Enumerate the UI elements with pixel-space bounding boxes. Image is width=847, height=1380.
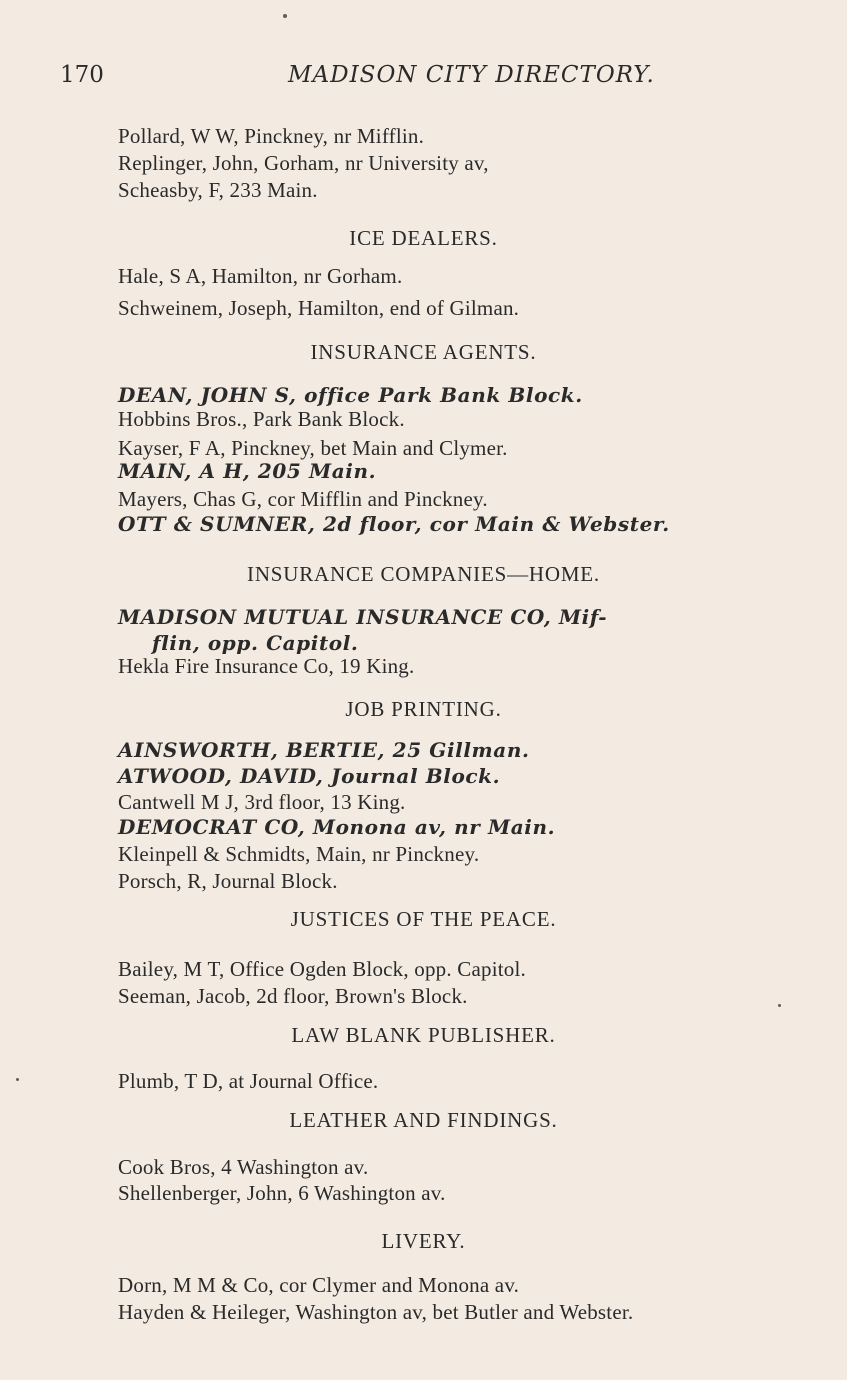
entry-hayden: Hayden & Heileger, Washington av, bet Butler and Webster. [118, 1300, 634, 1324]
entry-plumb: Plumb, T D, at Journal Office. [118, 1069, 379, 1093]
entry-kayser: Kayser, F A, Pinckney, bet Main and Clymer. [118, 436, 508, 460]
entry-ott-sumner: OTT & SUMNER, 2d floor, cor Main & Webster. [118, 512, 670, 536]
entry-democrat-co: DEMOCRAT CO, Monona av, nr Main. [118, 815, 556, 839]
entry-shellenberger: Shellenberger, John, 6 Washington av. [118, 1181, 446, 1205]
entry-mayers: Mayers, Chas G, cor Mifflin and Pinckney. [118, 487, 488, 511]
speck-mark [283, 14, 287, 18]
section-heading-insurance-companies: INSURANCE COMPANIES—HOME. [247, 562, 600, 586]
section-heading-justices: JUSTICES OF THE PEACE. [290, 907, 557, 931]
entry-ainsworth: AINSWORTH, BERTIE, 25 Gillman. [118, 738, 530, 762]
entry-bailey: Bailey, M T, Office Ogden Block, opp. Capitol. [118, 957, 526, 981]
speck-mark [778, 1004, 781, 1007]
entry-hale: Hale, S A, Hamilton, nr Gorham. [118, 264, 403, 288]
section-heading-job-printing: JOB PRINTING. [345, 697, 502, 721]
entry-kleinpell: Kleinpell & Schmidts, Main, nr Pinckney. [118, 842, 480, 866]
running-title: MADISON CITY DIRECTORY. [288, 62, 655, 88]
entry-replinger: Replinger, John, Gorham, nr University av, [118, 151, 489, 175]
section-heading-livery: LIVERY. [381, 1229, 466, 1253]
section-heading-insurance-agents: INSURANCE AGENTS. [310, 340, 537, 364]
entry-madison-mutual-cont: flin, opp. Capitol. [152, 631, 359, 655]
section-heading-law-blank: LAW BLANK PUBLISHER. [291, 1023, 556, 1047]
entry-dorn: Dorn, M M & Co, cor Clymer and Monona av. [118, 1273, 520, 1297]
page-number: 170 [60, 62, 104, 88]
entry-dean: DEAN, JOHN S, office Park Bank Block. [118, 383, 583, 407]
entry-hobbins: Hobbins Bros., Park Bank Block. [118, 407, 405, 431]
section-heading-leather: LEATHER AND FINDINGS. [289, 1108, 558, 1132]
entry-madison-mutual: MADISON MUTUAL INSURANCE CO, Mif- [118, 605, 608, 629]
entry-pollard: Pollard, W W, Pinckney, nr Mifflin. [118, 124, 425, 148]
speck-mark [16, 1078, 19, 1081]
entry-porsch: Porsch, R, Journal Block. [118, 869, 338, 893]
section-heading-ice-dealers: ICE DEALERS. [349, 226, 498, 250]
entry-cook-bros: Cook Bros, 4 Washington av. [118, 1155, 369, 1179]
entry-schweinem: Schweinem, Joseph, Hamilton, end of Gilman. [118, 296, 520, 320]
page-header [58, 62, 818, 92]
entry-hekla: Hekla Fire Insurance Co, 19 King. [118, 654, 415, 678]
entry-cantwell: Cantwell M J, 3rd floor, 13 King. [118, 790, 406, 814]
entry-main: MAIN, A H, 205 Main. [118, 459, 377, 483]
entry-scheasby: Scheasby, F, 233 Main. [118, 178, 318, 202]
entry-atwood: ATWOOD, DAVID, Journal Block. [118, 764, 501, 788]
entry-seeman: Seeman, Jacob, 2d floor, Brown's Block. [118, 984, 468, 1008]
